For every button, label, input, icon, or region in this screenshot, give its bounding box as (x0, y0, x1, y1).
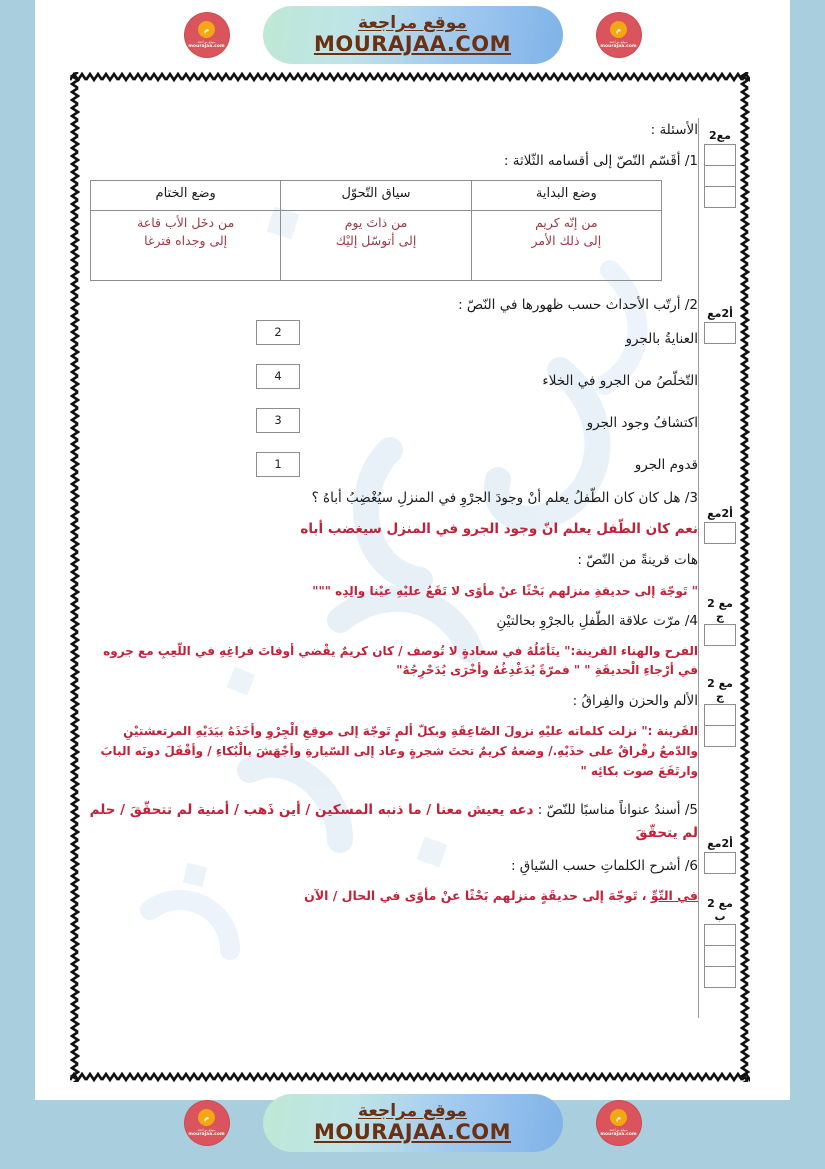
question-5-number: 5/ (684, 801, 698, 818)
question-6-answer (88, 887, 698, 906)
state1-label: الفرح والهناء القرينة:" (564, 643, 698, 658)
logo-latin-caption: mourajaa.com (600, 44, 637, 49)
score-label: مع 2 (707, 677, 733, 690)
story-sections-table (90, 180, 662, 281)
cell-line: من دخَل الأب قاعة (137, 214, 235, 230)
score-box-stack (698, 523, 742, 544)
score-label: مع2 (709, 129, 731, 142)
question-2-prompt (88, 295, 698, 315)
score-box[interactable] (704, 522, 736, 544)
logo-arabic-caption: موقع مراجعة (197, 40, 216, 44)
table-header-cell: سياق التّحوّل (281, 180, 471, 210)
score-box-stack (698, 853, 742, 874)
cell-line: إلى وجداه فترغا (144, 233, 228, 249)
answer-body: ، تَوجّهَ إلى حديقَةٍ منزلهم بَحْثًا عنْ مأوًى (400, 887, 651, 903)
margin-divider-line (698, 118, 699, 1018)
list-item: اكتشافُ وجود الجرو (586, 414, 698, 431)
question-6-text: أشرح الكلماتِ حسب السّياقِ : (510, 857, 681, 874)
score-box-stack (698, 323, 742, 344)
brand-arabic-title: موقع مراجعة (358, 1101, 467, 1122)
table-header-cell: وضع الختام (91, 180, 281, 210)
question-5-prompt (88, 799, 698, 845)
order-number-box[interactable]: 4 (256, 364, 300, 389)
question-3-number: 3/ (684, 489, 698, 506)
score-box[interactable] (704, 966, 736, 988)
table-header-cell: وضع البداية (471, 180, 661, 210)
logo-arabic-caption: موقع مراجعة (197, 1128, 216, 1132)
score-box[interactable] (704, 852, 736, 874)
score-group (698, 898, 742, 988)
state1-text: يتَأمّلُهُ في سعادةٍ لا تُوصف / كان كريمٌ يقْضي أوقاتَ فراغِهِ في اللّعِبِ مع جروه في أرْجاءِ الْحديقَةِ " " فمرّةً يُدَغْدِغُهُ وأخْرَى يُدَحْرِجُهُ" (103, 643, 698, 677)
score-label: أ2مع (707, 307, 733, 320)
score-label: أ2مع (707, 507, 733, 520)
answer-underlined-word: في التّوِّ (650, 887, 698, 903)
logo-arabic-caption: موقع مراجعة (609, 1128, 628, 1132)
brand-pill (263, 1094, 563, 1152)
question-5-text: أسندُ عنواناً مناسبًا للنّصّ : (537, 801, 681, 818)
list-item: التّخلّصُ من الجرو في الخلاء (542, 372, 698, 389)
table-cell-answer (91, 210, 281, 280)
logo-badge-icon: م (198, 1109, 215, 1126)
score-sub-label: ب (714, 909, 726, 923)
question-3-evidence: " تَوجّهَ إلى حديقةِ منزلهم بَحْثًا عنْ مأوًى لا تَقَعُ عليْهِ عيْنا والِدِه """ (312, 583, 698, 598)
order-number-box[interactable]: 2 (256, 320, 300, 345)
cell-line: إلى أتوسّل إليْك (335, 233, 417, 249)
table-row (91, 210, 662, 280)
score-box[interactable] (704, 624, 736, 646)
logo-badge-icon: م (610, 1109, 627, 1126)
table-cell-answer (281, 210, 471, 280)
score-group (698, 308, 742, 344)
table-header-row (91, 180, 662, 210)
question-4-state2-label: الألم والحزن والفِراقُ : (572, 693, 698, 710)
question-3-answer: نعم كان الطّفل يعلم انّ وجود الجرو في المنزل سيغضب أباه (300, 521, 698, 537)
list-item: العنايةُ بالجرو (625, 330, 698, 347)
logo-latin-caption: mourajaa.com (188, 44, 225, 49)
order-number-box[interactable]: 1 (256, 452, 300, 477)
score-box-stack (698, 625, 742, 646)
cell-line: من إنّه كريم (535, 214, 598, 230)
questions-heading: الأسئلة : (650, 122, 698, 138)
question-6-number: 6/ (684, 857, 698, 874)
question-5-answer: دعه يعيش معنا / ما ذنبه المسكين / أين ذَهب / أمنية لم تتحقّقَ / حلم لم يتحقّقَ (89, 801, 698, 841)
question-4-state1 (88, 642, 698, 680)
question-4-state2-text: القَرينة :" نزلت كلماته عليْهِ نزولَ الصّاعِقَةِ وبكلّ ألمٍ تَوجّهَ إلى موقِعِ الْجِرْوِ وأخَذَهُ بيَدَيْهِ المرتعشتيْنِ والدّمعُ رقْراقٌ على خذَيْهِ./ وضعهُ كريمٌ تحتَ شجرةٍ وعاد إلى السّيارةِ وأجْهَشَ بالْبُكاءِ / وأقْفَلَ دونَه البابَ وارتَفَعَ صوت بكائِه " (100, 724, 698, 778)
brand-logo-left (185, 13, 229, 57)
cell-line: من ذاتَ يوم (344, 214, 408, 230)
logo-latin-caption: mourajaa.com (600, 1132, 637, 1137)
question-6-prompt (88, 856, 698, 876)
score-group (698, 130, 742, 208)
question-3-prompt (88, 488, 698, 508)
score-box[interactable] (704, 322, 736, 344)
exam-content (88, 120, 698, 909)
ordering-item-list (278, 318, 698, 486)
top-branding-banner (35, 0, 790, 70)
score-group (698, 508, 742, 544)
score-sub-label: ج (716, 609, 724, 623)
ordering-answer-boxes (256, 320, 300, 496)
score-group (698, 838, 742, 874)
question-2-number: 2/ (684, 296, 698, 313)
score-box[interactable] (704, 704, 736, 726)
score-box[interactable] (704, 725, 736, 747)
score-group (698, 678, 742, 747)
score-box-stack (698, 705, 742, 747)
logo-badge-icon: م (198, 21, 215, 38)
score-box[interactable] (704, 186, 736, 208)
question-2-text: أرتّب الأحداث حسب ظهورها في النّصّ : (458, 296, 681, 313)
score-group (698, 598, 742, 646)
ordering-exercise (88, 318, 698, 488)
score-box[interactable] (704, 924, 736, 946)
question-4-text: مرّت علاقة الطّفلِ بالجرْوِ بحالتيْنِ (496, 612, 681, 629)
logo-badge-icon: م (610, 21, 627, 38)
question-1-prompt (88, 151, 698, 171)
score-box[interactable] (704, 144, 736, 166)
logo-latin-caption: mourajaa.com (188, 1132, 225, 1137)
bottom-branding-banner (35, 1082, 790, 1169)
cell-line: إلى ذلك الأمر (531, 233, 602, 249)
list-item: قدوم الجرو (634, 456, 698, 473)
question-3-followup: هات قرينةً من النّصّ : (577, 552, 698, 569)
question-1-number: 1/ (684, 153, 698, 170)
score-box[interactable] (704, 165, 736, 187)
table-cell-answer (471, 210, 661, 280)
brand-logo-right (597, 1101, 641, 1145)
question-3-text: هل كان كان الطّفلُ يعلم أنْ وجودَ الجرْوِ في المنزلِ سيُغْضِبُ أباهُ ؟ (311, 489, 681, 506)
brand-site-url: MOURAJAA.COM (313, 31, 512, 56)
question-4-prompt (88, 611, 698, 631)
score-box[interactable] (704, 945, 736, 967)
score-label: أ2مع (707, 837, 733, 850)
logo-arabic-caption: موقع مراجعة (609, 40, 628, 44)
question-4-number: 4/ (684, 612, 698, 629)
brand-logo-right (597, 13, 641, 57)
score-label: مع 2 (707, 597, 733, 610)
brand-pill (263, 6, 563, 64)
score-box-stack (698, 925, 742, 988)
brand-site-url: MOURAJAA.COM (313, 1119, 512, 1144)
score-sub-label: ج (716, 689, 724, 703)
brand-logo-left (185, 1101, 229, 1145)
score-label: مع 2 (707, 897, 733, 910)
brand-arabic-title: موقع مراجعة (358, 13, 467, 34)
question-1-text: أقَسّم النّصّ إلى أقسامه الثّلاثة : (503, 153, 681, 170)
answer-tail: في الحال / الآن (304, 887, 401, 903)
order-number-box[interactable]: 3 (256, 408, 300, 433)
score-box-stack (698, 145, 742, 208)
